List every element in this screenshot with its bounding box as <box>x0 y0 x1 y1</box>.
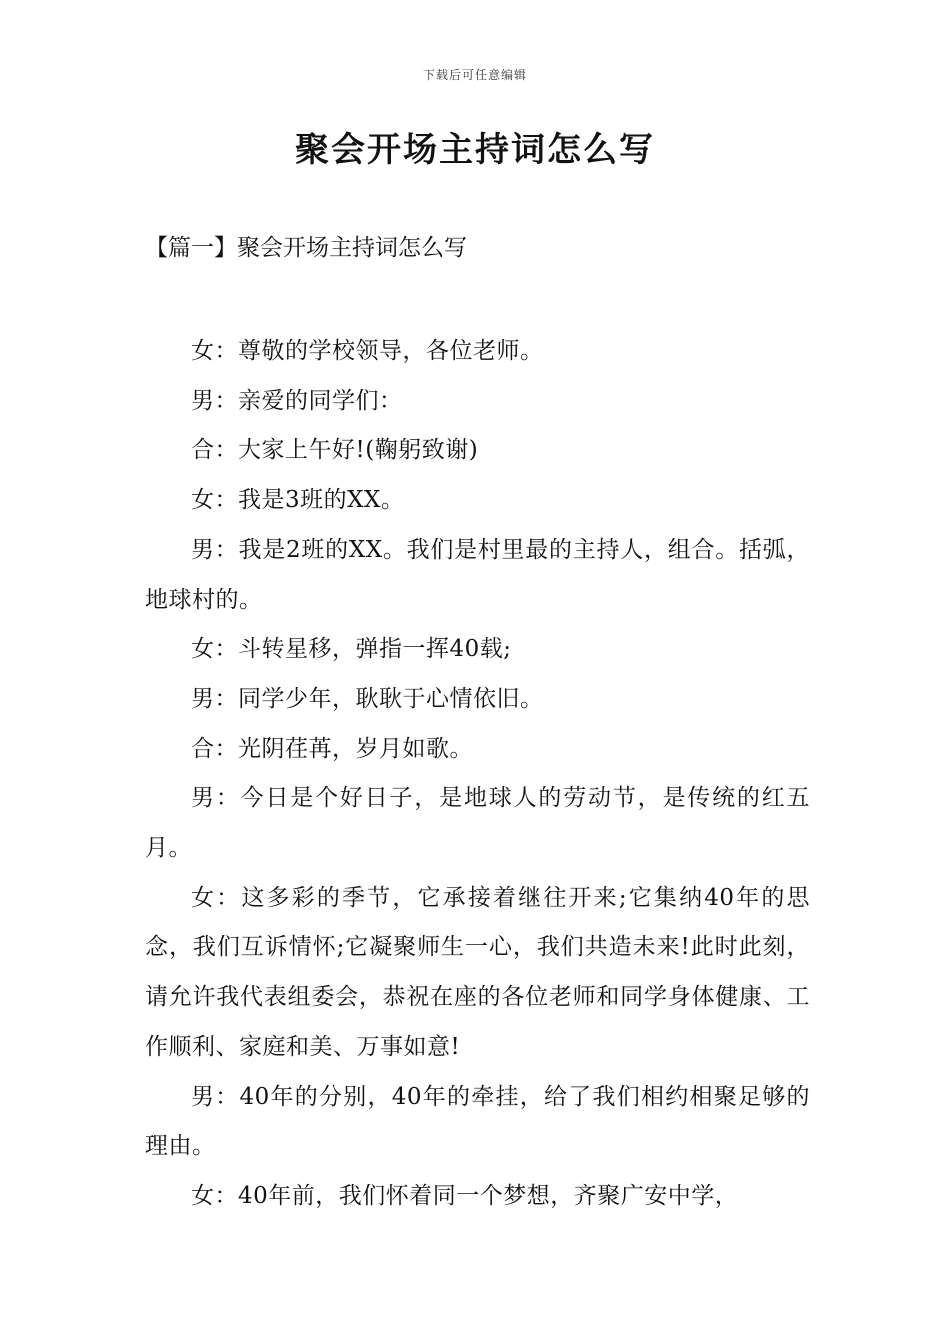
paragraph: 男：我是2班的XX。我们是村里最的主持人，组合。括弧，地球村的。 <box>145 536 810 613</box>
paragraph: 女：尊敬的学校领导，各位老师。 <box>191 338 544 364</box>
document-title: 聚会开场主持词怎么写 <box>295 130 655 170</box>
paragraph: 男：40年的分别，40年的牵挂，给了我们相约相聚足够的理由。 <box>145 1083 810 1160</box>
paragraph: 女：40年前，我们怀着同一个梦想，齐聚广安中学， <box>191 1182 739 1209</box>
paragraph: 女：斗转星移，弹指一挥40载; <box>191 636 512 663</box>
paragraph: 合：大家上午好!(鞠躬致谢) <box>191 437 479 464</box>
section-heading: 【篇一】聚会开场主持词怎么写 <box>145 235 467 261</box>
paragraph: 女：我是3班的XX。 <box>191 487 405 514</box>
page-header-note: 下载后可任意编辑 <box>422 68 527 82</box>
paragraph: 女：这多彩的季节，它承接着继往开来;它集纳40年的思念，我们互诉情怀;它凝聚师生一心，我们共造未来!此时此刻，请允许我代表组委会，恭祝在座的各位老师和同学身体健康、工作顺利、家庭和美、万事如意! <box>145 884 810 1060</box>
paragraph: 男：同学少年，耿耿于心情依旧。 <box>191 685 544 712</box>
paragraph: 合：光阴荏苒，岁月如歌。 <box>191 735 473 762</box>
document-body <box>145 327 810 1222</box>
paragraph: 男：亲爱的同学们： <box>191 387 403 414</box>
paragraph: 男：今日是个好日子，是地球人的劳动节，是传统的红五月。 <box>145 785 810 862</box>
